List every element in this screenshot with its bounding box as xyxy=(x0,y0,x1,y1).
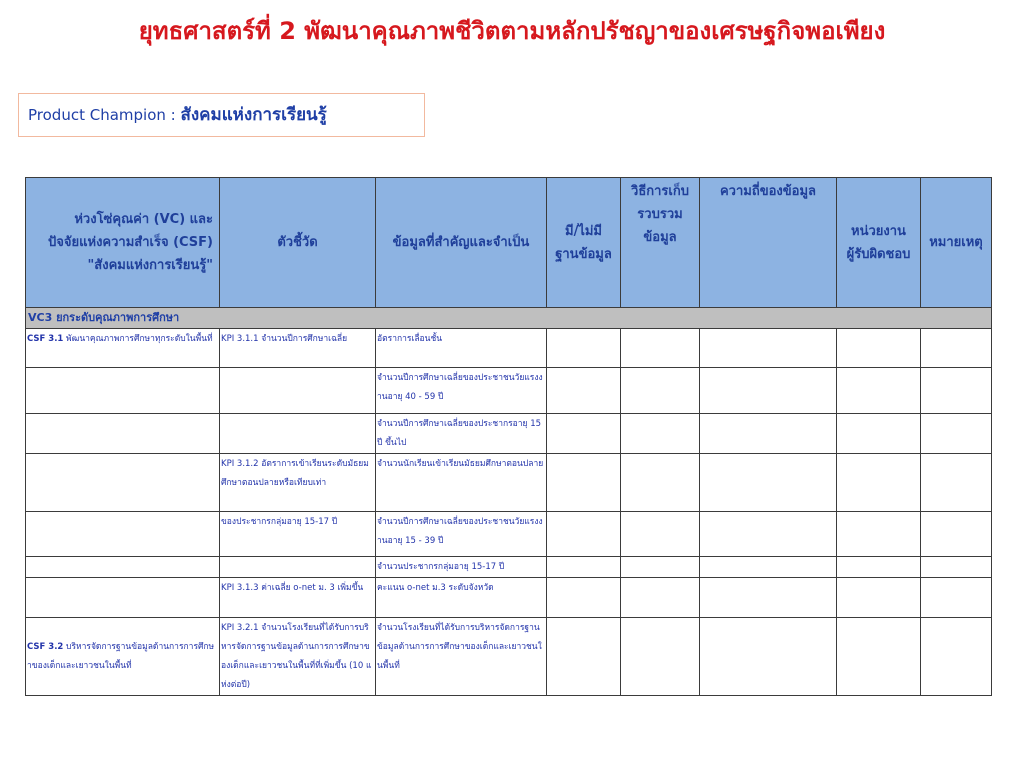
kpi-data-table xyxy=(25,177,992,696)
remark-cell xyxy=(921,512,992,557)
kpi-cell xyxy=(220,368,376,414)
frequency-cell xyxy=(700,578,837,618)
csf-text: พัฒนาคุณภาพการศึกษาทุกระดับในพื้นที่ xyxy=(63,334,213,344)
has-database-cell xyxy=(547,454,621,512)
remark-cell xyxy=(921,578,992,618)
frequency-cell xyxy=(700,329,837,368)
method-cell xyxy=(621,512,700,557)
frequency-cell xyxy=(700,368,837,414)
table-row xyxy=(26,368,992,414)
table-row xyxy=(26,414,992,454)
frequency-cell xyxy=(700,557,837,578)
vc3-row: VC3 ยกระดับคุณภาพการศึกษา xyxy=(26,308,992,329)
data-cell: จำนวนปีการศึกษาเฉลี่ยของประชาชนวัยแรงงานอายุ 40 - 59 ปี xyxy=(376,368,547,414)
csf-code: CSF 3.2 xyxy=(27,642,64,652)
header-collection-method-line-1: วิธีการเก็บ xyxy=(631,184,689,199)
unit-cell xyxy=(837,329,921,368)
header-responsible-unit-line-1: หน่วยงาน xyxy=(851,223,906,239)
header-kpi: ตัวชี้วัด xyxy=(220,178,376,308)
method-cell xyxy=(621,557,700,578)
unit-cell xyxy=(837,618,921,696)
header-vc-csf-line-2: ปัจจัยแห่งความสำเร็จ (CSF) xyxy=(48,235,213,250)
header-collection-method-line-2: รวบรวม xyxy=(637,207,683,222)
frequency-cell xyxy=(700,414,837,454)
method-cell xyxy=(621,454,700,512)
header-vc-csf-line-3: "สังคมแห่งการเรียนรู้" xyxy=(87,258,213,273)
has-database-cell xyxy=(547,618,621,696)
has-database-cell xyxy=(547,557,621,578)
csf-cell xyxy=(26,512,220,557)
header-has-database-line-1: มี/ไม่มี xyxy=(565,223,602,239)
remark-cell xyxy=(921,618,992,696)
frequency-cell xyxy=(700,454,837,512)
csf-text: บริหารจัดการฐานข้อมูลด้านการการศึกษาของเด็กและเยาวชนในพื้นที่ xyxy=(27,642,215,671)
unit-cell xyxy=(837,578,921,618)
kpi-cell: KPI 3.2.1 จำนวนโรงเรียนที่ได้รับการบริหารจัดการฐานข้อมูลด้านการการศึกษาของเด็กและเยาวชนในพื้นที่ที่เพิ่มขึ้น (10 แห่งต่อปี) xyxy=(220,618,376,696)
kpi-cell: KPI 3.1.3 ค่าเฉลี่ย o-net ม. 3 เพิ่มขึ้น xyxy=(220,578,376,618)
table-row xyxy=(26,557,992,578)
remark-cell xyxy=(921,454,992,512)
csf-cell xyxy=(26,557,220,578)
has-database-cell xyxy=(547,512,621,557)
kpi-cell: KPI 3.1.1 จำนวนปีการศึกษาเฉลี่ย xyxy=(220,329,376,368)
table-row xyxy=(26,512,992,557)
data-cell: อัตราการเลื่อนชั้น xyxy=(376,329,547,368)
remark-cell xyxy=(921,414,992,454)
page-title: ยุทธศาสตร์ที่ 2 พัฒนาคุณภาพชีวิตตามหลักปรัชญาของเศรษฐกิจพอเพียง xyxy=(138,17,886,45)
csf-cell xyxy=(26,578,220,618)
csf-cell xyxy=(26,414,220,454)
unit-cell xyxy=(837,512,921,557)
header-collection-method-line-3: ข้อมูล xyxy=(643,230,677,245)
unit-cell xyxy=(837,414,921,454)
header-essential-data: ข้อมูลที่สำคัญและจำเป็น xyxy=(376,178,547,308)
header-responsible-unit xyxy=(837,178,921,308)
header-vc-csf-line-1: ห่วงโซ่คุณค่า (VC) และ xyxy=(74,212,213,227)
kpi-cell xyxy=(220,557,376,578)
kpi-cell xyxy=(220,414,376,454)
header-remark: หมายเหตุ xyxy=(921,178,992,308)
unit-cell xyxy=(837,557,921,578)
method-cell xyxy=(621,329,700,368)
method-cell xyxy=(621,618,700,696)
has-database-cell xyxy=(547,578,621,618)
has-database-cell xyxy=(547,414,621,454)
unit-cell xyxy=(837,454,921,512)
header-collection-method xyxy=(621,178,700,308)
remark-cell xyxy=(921,329,992,368)
method-cell xyxy=(621,368,700,414)
csf-cell xyxy=(26,368,220,414)
kpi-cell: KPI 3.1.2 อัตราการเข้าเรียนระดับมัธยมศึกษาตอนปลายหรือเทียบเท่า xyxy=(220,454,376,512)
product-champion-value: สังคมแห่งการเรียนรู้ xyxy=(180,105,327,125)
frequency-cell xyxy=(700,618,837,696)
data-cell: จำนวนประชากรกลุ่มอายุ 15-17 ปี xyxy=(376,557,547,578)
unit-cell xyxy=(837,368,921,414)
header-vc-csf xyxy=(26,178,220,308)
remark-cell xyxy=(921,557,992,578)
data-cell: จำนวนนักเรียนเข้าเรียนมัธยมศึกษาตอนปลาย xyxy=(376,454,547,512)
table-row xyxy=(26,618,992,696)
header-has-database xyxy=(547,178,621,308)
data-cell: จำนวนปีการศึกษาเฉลี่ยของประชาชนวัยแรงงานอายุ 15 - 39 ปี xyxy=(376,512,547,557)
method-cell xyxy=(621,578,700,618)
header-data-frequency: ความถี่ของข้อมูล xyxy=(700,178,837,308)
table-row xyxy=(26,329,992,368)
table-row xyxy=(26,454,992,512)
frequency-cell xyxy=(700,512,837,557)
product-champion-label: Product Champion : xyxy=(28,106,181,124)
data-cell: จำนวนโรงเรียนที่ได้รับการบริหารจัดการฐานข้อมูลด้านการการศึกษาของเด็กและเยาวชนในพื้นที่ xyxy=(376,618,547,696)
csf-cell xyxy=(26,454,220,512)
remark-cell xyxy=(921,368,992,414)
data-cell: จำนวนปีการศึกษาเฉลี่ยของประชากรอายุ 15 ปี ขึ้นไป xyxy=(376,414,547,454)
method-cell xyxy=(621,414,700,454)
csf-cell xyxy=(26,618,220,696)
header-has-database-line-2: ฐานข้อมูล xyxy=(555,246,612,262)
kpi-cell: ของประชากรกลุ่มอายุ 15-17 ปี xyxy=(220,512,376,557)
has-database-cell xyxy=(547,368,621,414)
has-database-cell xyxy=(547,329,621,368)
header-responsible-unit-line-2: ผู้รับผิดชอบ xyxy=(846,246,911,262)
csf-cell xyxy=(26,329,220,368)
product-champion-box xyxy=(18,93,425,137)
csf-code: CSF 3.1 xyxy=(27,334,64,344)
table-row xyxy=(26,578,992,618)
data-cell: คะแนน o-net ม.3 ระดับจังหวัด xyxy=(376,578,547,618)
